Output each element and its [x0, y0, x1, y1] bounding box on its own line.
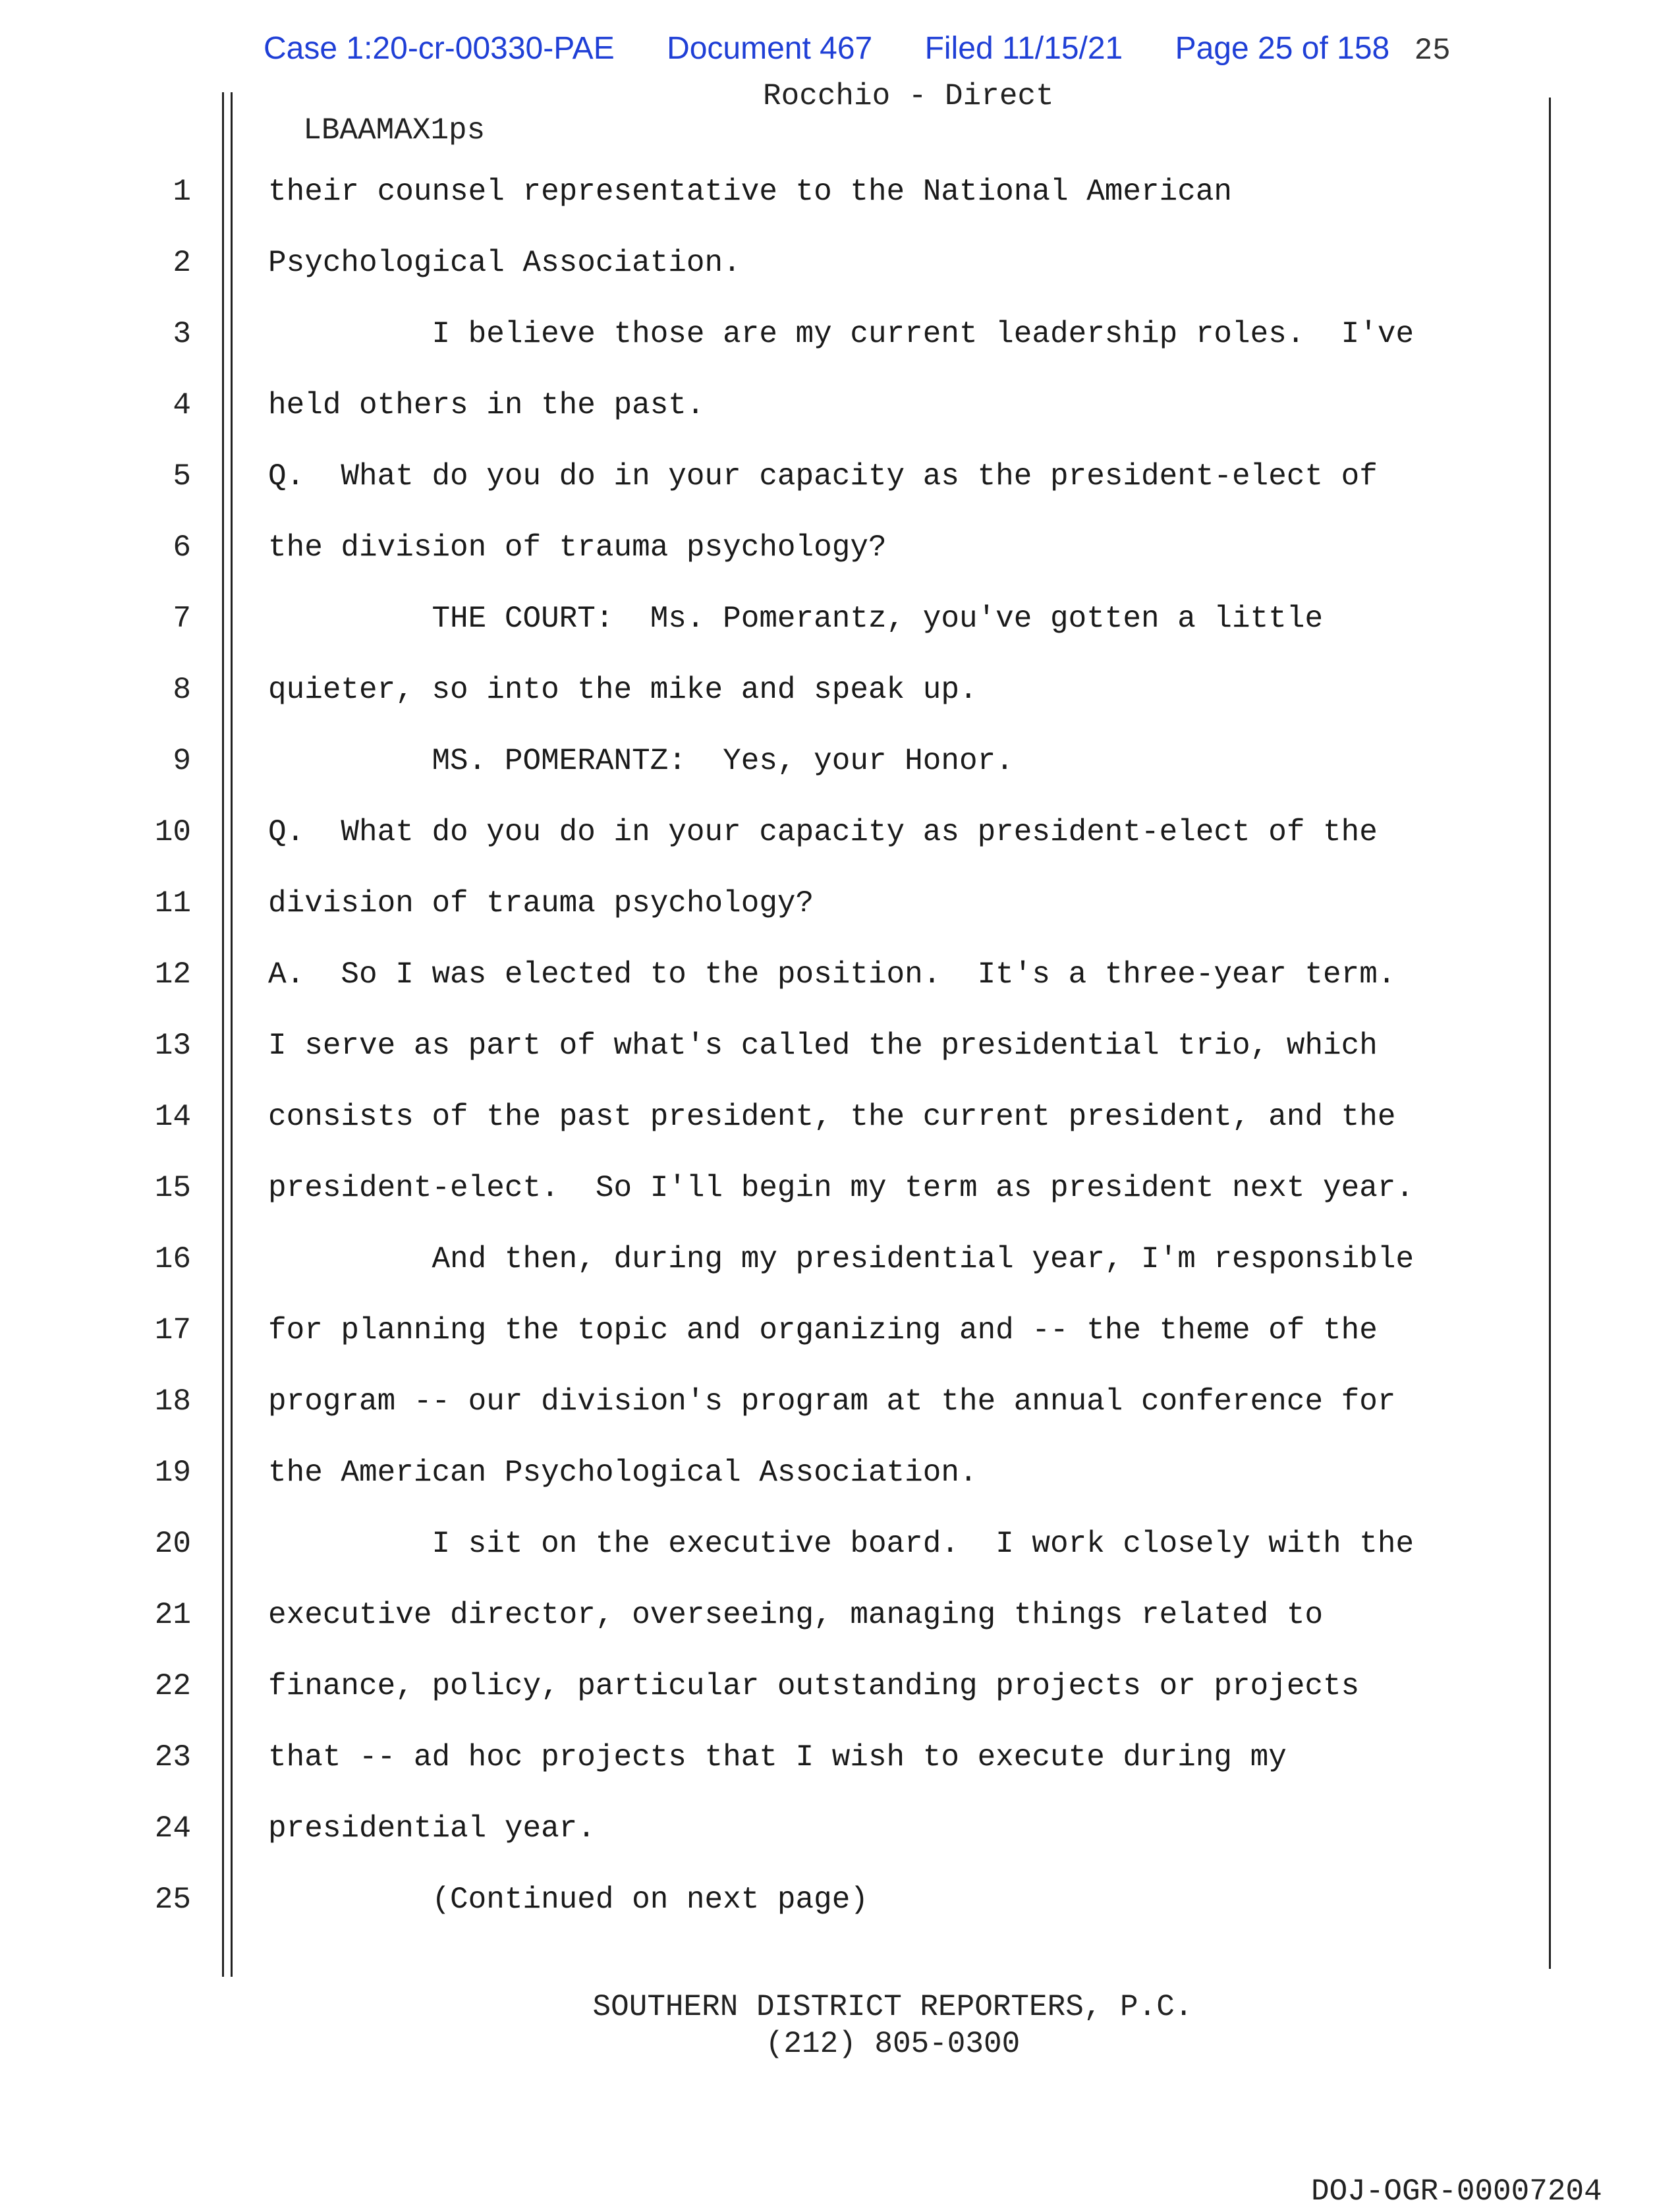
line-number: 21 — [154, 1598, 191, 1632]
line-number: 6 — [173, 530, 191, 565]
line-number: 16 — [154, 1242, 191, 1276]
transcript-line: program -- our division's program at the annual conference for — [268, 1384, 1396, 1419]
transcript-line: I serve as part of what's called the presidential trio, which — [268, 1029, 1378, 1063]
line-number: 13 — [154, 1029, 191, 1063]
line-number: 8 — [173, 673, 191, 707]
line-number: 25 — [154, 1883, 191, 1917]
left-margin-rule-outer — [222, 92, 224, 1977]
transcript-line: president-elect. So I'll begin my term as president next year. — [268, 1171, 1414, 1205]
file-code: LBAAMAX1ps — [303, 113, 486, 148]
line-number: 23 — [154, 1740, 191, 1774]
transcript-line: (Continued on next page) — [268, 1883, 868, 1917]
transcript-line: quieter, so into the mike and speak up. — [268, 673, 978, 707]
line-number: 3 — [173, 317, 191, 351]
transcript-line: MS. POMERANTZ: Yes, your Honor. — [268, 744, 1014, 778]
transcript-line: Q. What do you do in your capacity as the president-elect of — [268, 459, 1378, 494]
transcript-line: held others in the past. — [268, 388, 705, 422]
filed-date: Filed 11/15/21 — [924, 31, 1123, 66]
document-number: Document 467 — [667, 31, 873, 66]
right-margin-rule — [1549, 98, 1551, 1969]
reporter-name: SOUTHERN DISTRICT REPORTERS, P.C. — [592, 1990, 1193, 2024]
transcript-line: for planning the topic and organizing and -- the theme of the — [268, 1313, 1378, 1347]
transcript-line: division of trauma psychology? — [268, 886, 814, 921]
line-number: 18 — [154, 1384, 191, 1419]
case-number: Case 1:20-cr-00330-PAE — [264, 31, 615, 66]
line-number: 12 — [154, 957, 191, 992]
transcript-header — [267, 79, 1054, 182]
line-number: 7 — [173, 602, 191, 636]
transcript-page-number: 25 — [1414, 34, 1451, 68]
line-number: 24 — [154, 1811, 191, 1846]
transcript-line: the American Psychological Association. — [268, 1456, 978, 1490]
line-number: 19 — [154, 1456, 191, 1490]
transcript-line: I believe those are my current leadership roles. I've — [268, 317, 1414, 351]
reporter-phone: (212) 805-0300 — [765, 2027, 1021, 2061]
transcript-line: finance, policy, particular outstanding projects or projects — [268, 1669, 1360, 1703]
line-number: 14 — [154, 1100, 191, 1134]
transcript-line: A. So I was elected to the position. It's a three-year term. — [268, 957, 1396, 992]
left-margin-rule-inner — [231, 92, 233, 1977]
line-number: 10 — [154, 815, 191, 849]
transcript-line: their counsel representative to the National American — [268, 175, 1233, 209]
bates-number: DOJ-OGR-00007204 — [1311, 2174, 1602, 2209]
line-number: 15 — [154, 1171, 191, 1205]
line-number: 2 — [173, 246, 191, 280]
transcript-line: consists of the past president, the current president, and the — [268, 1100, 1396, 1134]
transcript-line: Q. What do you do in your capacity as president-elect of the — [268, 815, 1378, 849]
transcript-line: I sit on the executive board. I work closely with the — [268, 1527, 1414, 1561]
transcript-line: THE COURT: Ms. Pomerantz, you've gotten a little — [268, 602, 1324, 636]
line-number: 1 — [173, 175, 191, 209]
line-number: 20 — [154, 1527, 191, 1561]
ecf-filing-header — [264, 30, 1451, 68]
court-reporter-footer — [0, 1989, 1680, 2062]
line-number: 22 — [154, 1669, 191, 1703]
line-number: 5 — [173, 459, 191, 494]
line-number: 9 — [173, 744, 191, 778]
transcript-line: that -- ad hoc projects that I wish to execute during my — [268, 1740, 1287, 1774]
witness-label: Rocchio - Direct — [763, 79, 1054, 113]
transcript-line: presidential year. — [268, 1811, 596, 1846]
transcript-line: executive director, overseeing, managing things related to — [268, 1598, 1324, 1632]
transcript-line: Psychological Association. — [268, 246, 741, 280]
page-of-total: Page 25 of 158 — [1175, 31, 1390, 66]
transcript-line: And then, during my presidential year, I'm responsible — [268, 1242, 1414, 1276]
line-number: 11 — [154, 886, 191, 921]
transcript-line: the division of trauma psychology? — [268, 530, 887, 565]
line-number: 17 — [154, 1313, 191, 1347]
line-number: 4 — [173, 388, 191, 422]
